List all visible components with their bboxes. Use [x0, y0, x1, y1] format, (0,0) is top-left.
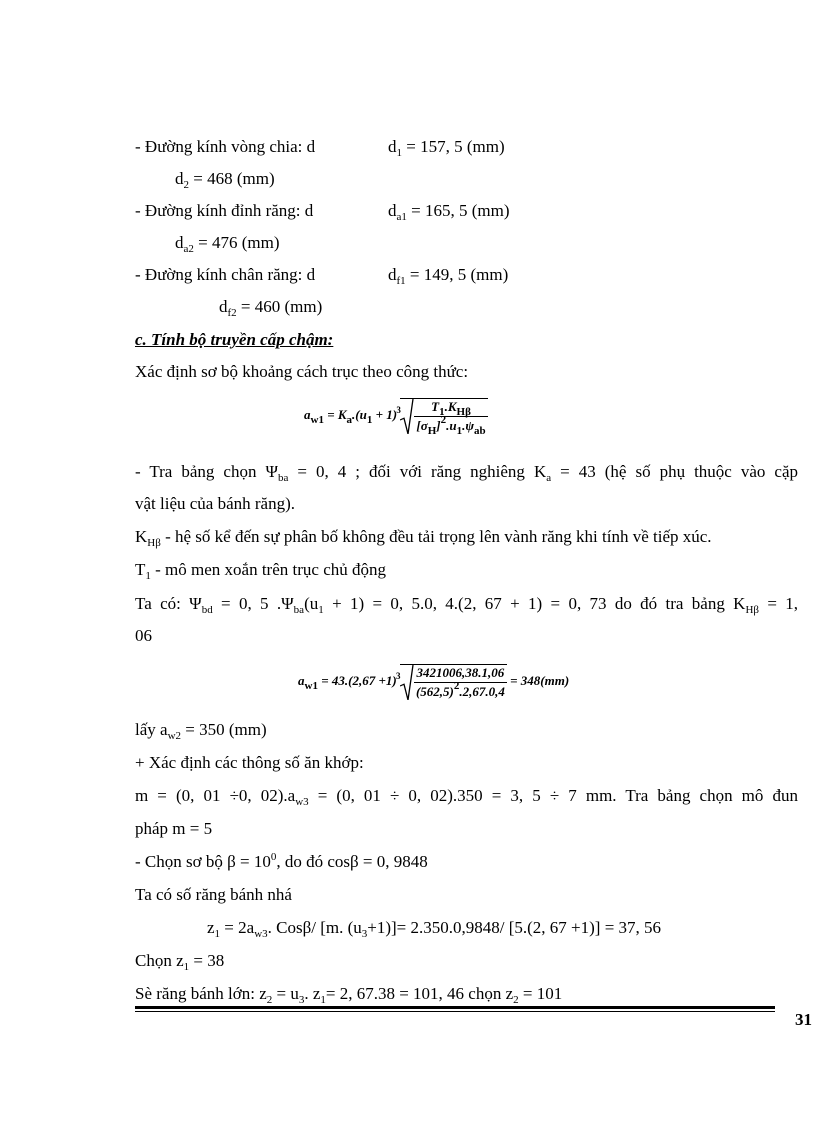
paragraph-module-cont: pháp m = 5	[135, 819, 213, 838]
formula-center-distance: $a_{w1} = K_a.(u_1 + 1)$ 3 $\frac{T_1.K_{H\beta}}{[\sigma_H]^2.u_1.\psi_{ab}}$	[304, 399, 486, 437]
radical-sign-2: 3 $\frac{3421006,38.1,06}{(562,5)^2.2,67.0,4}$	[395, 665, 505, 699]
root-symbol-icon	[400, 399, 414, 434]
page-number: 31	[795, 1010, 812, 1029]
paragraph-module: m = (0, 01 ÷0, $02).a_{w3} = (0$, 01 ÷ 0, 02).350 = 3, 5 ÷ 7 mm. Tra bảng chọn mô đun	[135, 786, 798, 808]
diameter-tip-da1: $d_{a1} = 165$, 5 (mm)	[388, 201, 510, 223]
section-heading: c. Tính bộ truyền cấp chậm:	[135, 330, 334, 349]
formula-fraction: $\frac{T_1.K_{H\beta}}{[\sigma_H]^2.u_1.\psi_{ab}}$	[416, 399, 486, 437]
paragraph-aw2: lấy $a_{w2} = 350$ (mm)	[135, 720, 267, 742]
diameter-root-df1: $d_{f1} = 149$, 5 (mm)	[388, 265, 509, 287]
paragraph-psi-bd-cont: 06	[135, 626, 152, 645]
formula-center-distance-numeric: $a_{w1} = 43.(2,67 +1)$ 3 $\frac{3421006,38.1,06}{(562,5)^2.2,67.0,4}$ = 348(mm)	[298, 665, 570, 699]
equation-z1: $z_1 = 2a_{w3}$. Cosβ/ [m. $(u_3+1)]= 2.350.0,9848/$ [5.(2, 67 +1)] = 37, 56	[207, 918, 662, 940]
paragraph-material: vật liệu của bánh răng).	[135, 494, 296, 513]
diameter-tip-da2: $d_{a2} = 476$ (mm)	[175, 233, 280, 255]
diameter-root-df2: $d_{f2} = 460$ (mm)	[219, 297, 323, 319]
diameter-tip-label: - Đường kính đỉnh răng: d	[135, 201, 314, 220]
footer-rule-thin	[135, 1011, 775, 1012]
diameter-pitch-d2: $d_2 = 468$ (mm)	[175, 169, 275, 191]
paragraph-psi-bd: Ta có: $\Psi_{bd} = 0$, 5 $.\Psi_{ba}(u_1 + 1) = 0$, 5.0, 4.(2, 67 + 1) = 0, 73 do đó tra bảng $K_{H\beta} = 1$,	[135, 594, 798, 616]
diameter-pitch-d1: $d_1 = 157$, 5 (mm)	[388, 137, 505, 159]
diameter-root-label: - Đường kính chân răng: d	[135, 265, 316, 284]
paragraph-intro: Xác định sơ bộ khoảng cách trục theo công thức:	[135, 362, 469, 381]
diameter-pitch-label: - Đường kính vòng chia: d	[135, 137, 316, 156]
paragraph-teeth-small: Ta có số răng bánh nhá	[135, 885, 292, 904]
radical-sign: 3 $\frac{T_1.K_{H\beta}}{[\sigma_H]^2.u_1.\psi_{ab}}$	[396, 399, 486, 437]
paragraph-z2: Sè răng bánh lớn: $z_2 = u_3$. $z_1= 2$, 67.38 = 101, 46 chọn $z_2 = 101$	[135, 984, 563, 1006]
paragraph-psi: - Tra bảng chọn $\Psi_{ba} = 0$, 4 ; đối với răng nghiêng $K_a = 43$ (hệ số phụ thuộc vào cặp	[135, 462, 798, 484]
root-symbol-icon	[400, 665, 414, 700]
paragraph-z1-choice: Chọn $z_1 = 38$	[135, 951, 225, 973]
paragraph-t1: $T_1$ - mô men xoắn trên trục chủ động	[135, 560, 386, 582]
paragraph-khb: $K_{H\beta}$ - hệ số kể đến sự phân bố không đều tải trọng lên vành răng khi tính về tiếp xúc.	[135, 527, 712, 549]
formula-fraction-2: $\frac{3421006,38.1,06}{(562,5)^2.2,67.0,4}$	[415, 665, 505, 699]
paragraph-beta: - Chọn sơ bộ $\beta = 10^0$, do đó cosβ = 0, 9848	[135, 851, 428, 871]
footer-rule-thick	[135, 1006, 775, 1009]
paragraph-mesh-params: + Xác định các thông số ăn khớp:	[135, 753, 364, 772]
